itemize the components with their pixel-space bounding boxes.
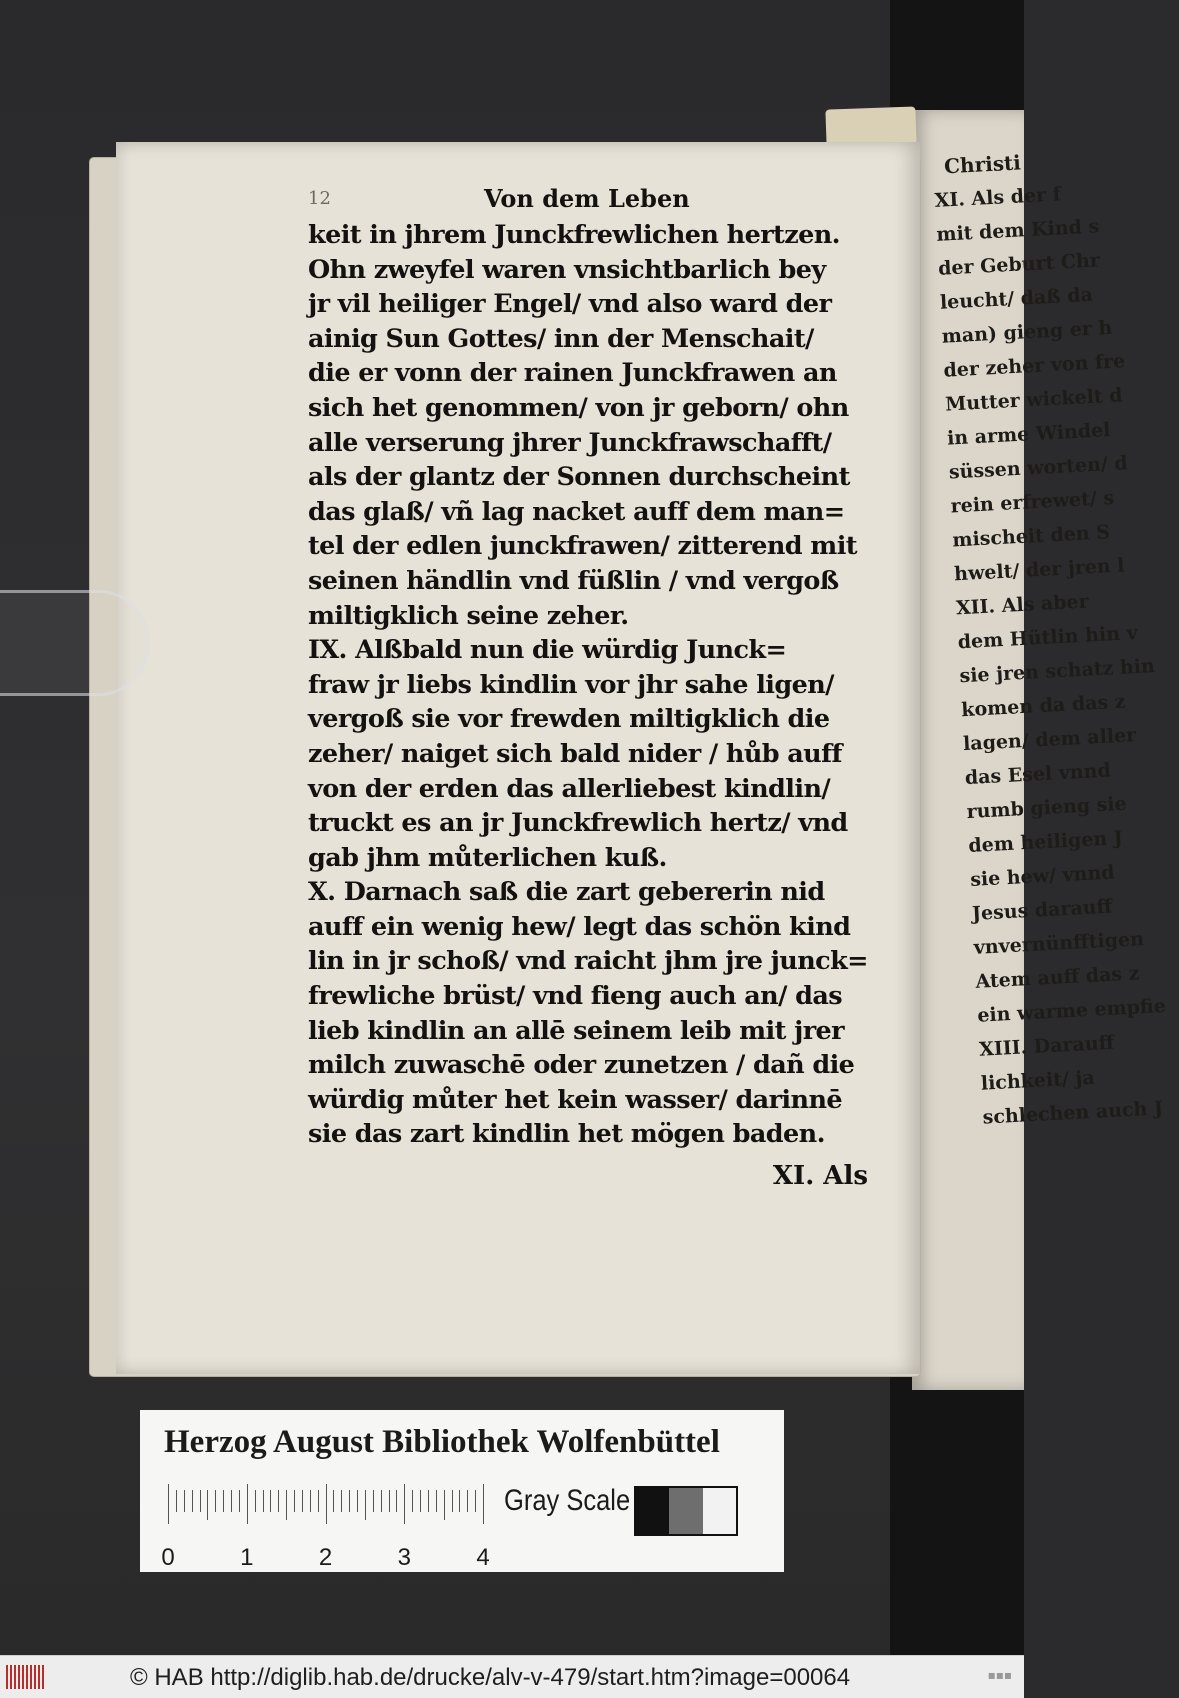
color-calibration-card [140, 1410, 784, 1572]
ruler-tick [270, 1490, 271, 1512]
text-line: sie das zart kindlin het mögen baden. [308, 1119, 825, 1150]
text-line: vergoß sie vor frewden miltigklich die [308, 704, 830, 735]
facing-text-line: Mutter wickelt d [944, 384, 1124, 416]
gray-swatch [669, 1488, 702, 1534]
library-title: Herzog August Bibliothek Wolfenbüttel [164, 1424, 720, 1460]
ruler-tick [239, 1490, 240, 1512]
facing-text-line: schlechen auch J [982, 1097, 1164, 1129]
ruler-tick [200, 1490, 201, 1512]
ruler-tick [231, 1490, 232, 1512]
ruler-tick [215, 1490, 216, 1512]
text-line: auff ein wenig hew/ legt das schön kind [308, 911, 851, 942]
ruler-number: 3 [397, 1544, 411, 1571]
ruler-tick [318, 1490, 319, 1512]
ruler-tick [404, 1484, 405, 1524]
facing-text-line: dem Hütlin hin v [957, 621, 1139, 654]
facing-text-line: das Esel vnnd [964, 759, 1112, 790]
ruler-tick [349, 1490, 350, 1512]
text-line: lieb kindlin an allē seinem leib mit jrer [308, 1015, 845, 1046]
text-line: keit in jhrem Junckfrewlichen hertzen. [308, 220, 840, 250]
text-line: gab jhm můterlichen kuß. [308, 842, 667, 873]
text-line: von der erden das allerliebest kindlin/ [308, 773, 831, 804]
text-line: alle verserung jhrer Junckfrawschafft/ [308, 427, 832, 458]
ruler-tick [444, 1490, 445, 1520]
facing-running-head: Christi [943, 150, 1022, 179]
facing-text-line: hwelt/ der jren l [953, 554, 1126, 586]
ruler-tick [412, 1490, 413, 1512]
ruler-tick [420, 1490, 421, 1512]
ruler-tick [302, 1490, 303, 1512]
glass-clip [0, 590, 149, 696]
facing-text-line: komen da das z [960, 690, 1127, 722]
ruler-tick [207, 1490, 208, 1520]
ruler-tick [452, 1490, 453, 1512]
ruler-number: 0 [161, 1544, 175, 1571]
text-line: würdig můter het kein wasser/ darinnē [308, 1084, 843, 1115]
ruler-tick [389, 1490, 390, 1512]
facing-text-line: XI. Als der f [934, 183, 1062, 212]
facing-text-line: sie jren schatz hin [959, 655, 1156, 688]
text-line: ainig Sun Gottes/ inn der Menschait/ [308, 323, 814, 354]
facing-text-line: rein erfrewet/ s [950, 486, 1115, 518]
facing-text-line: ein warme empfie [976, 994, 1167, 1027]
ruler-tick [255, 1490, 256, 1512]
ruler-tick [184, 1490, 185, 1512]
text-line: seinen händlin vnd füßlin / vnd vergoß [308, 565, 839, 596]
facing-text-line: mit dem Kind s [935, 215, 1100, 246]
text-line: Ohn zweyfel waren vnsichtbarlich bey [308, 254, 826, 285]
ruler-tick [428, 1490, 429, 1512]
facing-text-line: lagen/ dem aller [962, 724, 1137, 756]
facing-text-line: süssen worten/ d [948, 452, 1129, 484]
ruler-tick [176, 1490, 177, 1512]
catchword: XI. Als [772, 1161, 868, 1192]
text-line: frewliche brüst/ vnd fieng auch an/ das [308, 981, 843, 1012]
footer-bar [0, 1655, 1024, 1698]
text-line: tel der edlen junckfrawen/ zitterend mit [308, 531, 857, 562]
ruler-tick [333, 1490, 334, 1512]
ruler-tick [294, 1490, 295, 1512]
ruler-tick [467, 1490, 468, 1512]
ruler-tick [310, 1490, 311, 1512]
facing-text-line: dem heiligen J [967, 826, 1124, 858]
facing-text-line: in arme Windel [946, 419, 1111, 450]
ruler-tick [341, 1490, 342, 1512]
ruler-tick [357, 1490, 358, 1512]
text-line: IX. Alßbald nun die würdig Junck= [308, 635, 787, 666]
ruler-tick [396, 1490, 397, 1512]
page-header [308, 182, 868, 218]
ruler-tick [168, 1484, 169, 1524]
text-line: miltigklich seine zeher. [308, 600, 629, 631]
ruler-tick [373, 1490, 374, 1512]
text-line: als der glantz der Sonnen durchscheint [308, 462, 850, 493]
ruler-tick [326, 1484, 327, 1524]
running-head: Von dem Leben [484, 184, 690, 213]
ruler-tick [223, 1490, 224, 1512]
facing-text-line: Jesus darauff [971, 895, 1113, 925]
folio-number: 12 [308, 188, 331, 209]
ruler-tick [192, 1490, 193, 1512]
ruler-tick [381, 1490, 382, 1512]
gray-swatch [636, 1488, 669, 1534]
facing-text-line: lichkeit/ ja [980, 1066, 1096, 1095]
facing-text-line: vnvernünfftigen [973, 928, 1145, 959]
text-line: jr vil heiliger Engel/ vnd also ward der [308, 289, 832, 320]
facing-text-line: leucht/ daß da [939, 283, 1094, 314]
citation-link[interactable]: © HAB http://diglib.hab.de/drucke/alv-v-479/start.htm?image=00064 [130, 1664, 851, 1691]
text-line: truckt es an jr Junckfrewlich hertz/ vnd [308, 808, 848, 839]
gray-scale-swatches [634, 1486, 738, 1536]
ruler-tick [475, 1490, 476, 1512]
gray-scale-label: Gray Scale [504, 1484, 631, 1517]
text-line: lin in jr schoß/ vnd raicht jhm jre junck= [308, 946, 868, 977]
ruler-tick [459, 1490, 460, 1512]
text-line: die er vonn der rainen Junckfrawen an [308, 358, 837, 389]
text-line: zeher/ naiget sich bald nider / hůb auff [308, 738, 842, 769]
facing-text-line: man) gieng er h [941, 316, 1113, 348]
facing-text-line: XII. Als aber [955, 590, 1090, 620]
text-line: sich het genommen/ von jr geborn/ ohn [308, 392, 849, 423]
page-text [308, 182, 868, 1196]
ruler-tick [247, 1484, 248, 1524]
gray-swatch [703, 1488, 736, 1534]
ruler-tick [436, 1490, 437, 1512]
facing-text-line: Atem auff das z [975, 962, 1140, 993]
text-line: fraw jr liebs kindlin vor jhr sahe ligen/ [308, 669, 834, 700]
ruler-number: 1 [240, 1544, 254, 1571]
facing-text-line: mischeit den S [951, 521, 1111, 552]
ruler-tick [263, 1490, 264, 1512]
facing-text-line: der Geburt Chr [937, 249, 1101, 280]
facing-text-line: XIII. Darauff [978, 1031, 1115, 1061]
facing-text-line: sie hew/ vnnd [969, 861, 1116, 891]
ruler-number: 4 [476, 1544, 490, 1571]
ruler-tick [286, 1490, 287, 1520]
text-line: X. Darnach saß die zart gebererin nid [308, 877, 825, 908]
facing-text-line: rumb gieng sie [966, 792, 1128, 824]
ruler-tick [483, 1484, 484, 1524]
text-line: milch zuwaschē oder zunetzen / dañ die [308, 1050, 855, 1081]
hab-logo-icon [6, 1665, 46, 1689]
facing-text-line: der zeher von fre [942, 350, 1126, 382]
footer-dots: ▪▪▪ [987, 1668, 1012, 1682]
ruler-tick [278, 1490, 279, 1512]
ruler-number: 2 [318, 1544, 333, 1571]
ruler-tick [365, 1490, 366, 1520]
text-block [308, 218, 868, 1152]
text-line: das glaß/ vñ lag nacket auff dem man= [308, 496, 845, 527]
